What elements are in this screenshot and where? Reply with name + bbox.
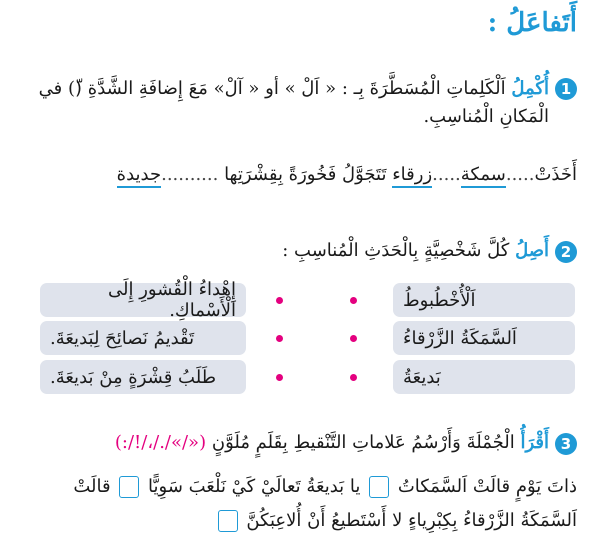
exercise-3-paragraph [12, 470, 577, 538]
exercise-2-instruction [19, 237, 549, 265]
character-label: اَلسَّمَكَةُ الزَّرْقاءُ [403, 327, 517, 349]
match-dot-character-2[interactable] [350, 335, 357, 342]
exercise-1-instruction-text: اَلْكَلِماتِ الْمُسَطَّرَةَ بِـ : « اَلْ » أو « آلْ» مَعَ إِضافَةِ الشَّدَّةِ (ّ) في الْمَكانِ الْمُناسِبِ. [38, 78, 549, 127]
page-title: أَتَفاعَلُ : [487, 8, 577, 38]
exercise-3-number: 3 [555, 433, 577, 455]
match-dot-character-1[interactable] [350, 297, 357, 304]
exercise-1-verb: أُكْمِلُ [511, 78, 549, 99]
event-label: إِهْداءُ الْقُشورِ إِلَى الْأَسْماكِ. [108, 279, 236, 321]
event-label: طَلَبُ قِشْرَةٍ مِنْ بَديعَةَ. [50, 366, 217, 388]
paragraph-segment-3: قالَتْ [73, 476, 111, 497]
punctuation-marks: (:/!/،/./«/») [114, 432, 207, 453]
exercise-3-instruction [9, 429, 549, 457]
event-box-2[interactable] [40, 321, 246, 355]
paragraph-line-2: اَلسَّمَكَةُ الزَّرْقاءُ بِكِبْرِياءٍ لا أَسْتَطيعُ أَنْ أُلاعِبَكُنَّ [246, 510, 577, 531]
punctuation-blank-1[interactable] [369, 476, 389, 498]
event-label: تَقْديمُ نَصائِحَ لِبَديعَةَ. [50, 327, 195, 349]
punctuation-blank-2[interactable] [119, 476, 139, 498]
character-box-octopus[interactable] [393, 283, 575, 317]
exercise-2-verb: أَصِلُ [515, 240, 549, 261]
exercise-3-verb: أَقْرَأُ [520, 432, 549, 453]
punctuation-blank-3[interactable] [218, 510, 238, 532]
exercise-2-instruction-text: كُلَّ شَخْصِيَّةٍ بِالْحَدَثِ الْمُناسِبِ : [282, 240, 510, 261]
match-dot-event-1[interactable] [276, 297, 283, 304]
exercise-1-instruction [19, 75, 549, 131]
sentence-word-2: سمكة [461, 164, 506, 188]
event-box-3[interactable] [40, 360, 246, 394]
sentence-word-4: تَتَجَوَّلُ فَخُورَةً بِقِشْرَتِها [224, 164, 387, 185]
match-dot-character-3[interactable] [350, 374, 357, 381]
exercise-1-sentence: أَخَذَتْ.....سمكة.....زرقاء تَتَجَوَّلُ فَخُورَةً بِقِشْرَتِها ..........جديدة [17, 160, 577, 190]
character-box-badia[interactable] [393, 360, 575, 394]
paragraph-segment-1: ذاتَ يَوْمٍ قالَتْ اَلسَّمَكاتُ [397, 476, 577, 497]
character-label: بَديعَةُ [403, 366, 441, 388]
match-dot-event-3[interactable] [276, 374, 283, 381]
exercise-3-instruction-text: الْجُمْلَةَ وَأَرْسُمُ عَلاماتِ التَّنْقيطِ بِقَلَمٍ مُلَوَّنٍ [211, 432, 515, 453]
character-box-blue-fish[interactable] [393, 321, 575, 355]
character-label: اَلْأُخْطُبوطُ [403, 289, 476, 311]
paragraph-segment-2: يا بَديعَةُ تَعالَيْ كَيْ نَلْعَبَ سَوِيًّا [148, 476, 361, 497]
sentence-word-3: زرقاء [392, 164, 432, 188]
sentence-word-1: أَخَذَتْ [534, 164, 577, 185]
exercise-2-number: 2 [555, 241, 577, 263]
sentence-word-5: جديدة [117, 164, 161, 188]
match-dot-event-2[interactable] [276, 335, 283, 342]
event-box-1[interactable] [40, 279, 246, 321]
exercise-1-number: 1 [555, 78, 577, 100]
